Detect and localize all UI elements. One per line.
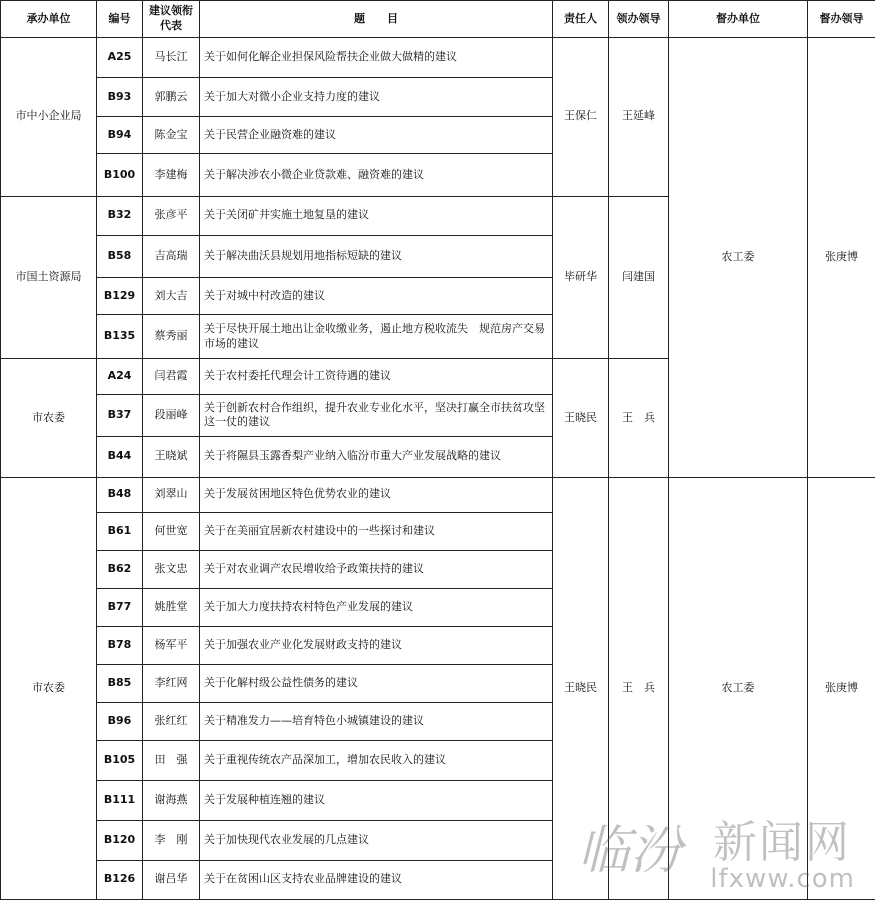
cell-topic: 关于农村委托代理会计工资待遇的建议 [200,359,553,395]
cell-topic: 关于对农业调产农民增收给予政策扶持的建议 [200,550,553,588]
cell-code: A24 [97,359,143,395]
cell-code: B77 [97,588,143,626]
cell-proposer: 闫君霞 [143,359,200,395]
cell-proposer: 陈金宝 [143,117,200,154]
cell-leader: 闫建国 [609,196,669,359]
cell-unit: 市农委 [1,359,97,477]
cell-code: B58 [97,235,143,277]
cell-proposer: 李 刚 [143,820,200,860]
cell-code: B61 [97,512,143,550]
cell-proposer: 谢海燕 [143,781,200,820]
cell-code: B48 [97,477,143,512]
cell-code: B85 [97,665,143,703]
cell-proposer: 谢吕华 [143,860,200,899]
cell-topic: 关于化解村级公益性债务的建议 [200,665,553,703]
header-supervisor-unit: 督办单位 [669,1,808,38]
header-responsible: 责任人 [553,1,609,38]
cell-code: B93 [97,78,143,117]
cell-proposer: 吉高瑞 [143,235,200,277]
cell-responsible: 王晓民 [553,359,609,477]
cell-responsible: 王晓民 [553,477,609,899]
cell-topic: 关于如何化解企业担保风险帮扶企业做大做精的建议 [200,38,553,78]
cell-code: B100 [97,154,143,196]
header-code: 编号 [97,1,143,38]
cell-code: B32 [97,196,143,235]
cell-proposer: 张彦平 [143,196,200,235]
watermark-url: lfxww.com [710,864,855,894]
cell-unit: 市中小企业局 [1,38,97,197]
cell-unit: 市国土资源局 [1,196,97,359]
cell-code: B129 [97,277,143,314]
cell-topic: 关于创新农村合作组织，提升农业专业化水平，坚决打赢全市扶贫攻坚这一仗的建议 [200,395,553,436]
cell-proposer: 田 强 [143,741,200,781]
cell-proposer: 段丽峰 [143,395,200,436]
cell-code: B135 [97,315,143,359]
cell-code: B78 [97,626,143,664]
header-topic: 题 目 [200,1,553,38]
cell-topic: 关于加大对微小企业支持力度的建议 [200,78,553,117]
header-leader: 领办领导 [609,1,669,38]
cell-code: B126 [97,860,143,899]
cell-code: B94 [97,117,143,154]
header-proposer: 建议领衔代表 [143,1,200,38]
cell-code: B111 [97,781,143,820]
cell-topic: 关于将隰县玉露香梨产业纳入临汾市重大产业发展战略的建议 [200,436,553,477]
cell-code: B120 [97,820,143,860]
cell-leader: 王 兵 [609,359,669,477]
cell-topic: 关于在美丽宜居新农村建设中的一些探讨和建议 [200,512,553,550]
cell-supervisor-unit: 农工委 [669,477,808,899]
header-row [1,1,875,38]
cell-proposer: 杨军平 [143,626,200,664]
cell-topic: 关于加强农业产业化发展财政支持的建议 [200,626,553,664]
cell-unit: 市农委 [1,477,97,899]
cell-topic: 关于加快现代农业发展的几点建议 [200,820,553,860]
cell-proposer: 刘大吉 [143,277,200,314]
cell-topic: 关于发展种植连翘的建议 [200,781,553,820]
table-row [1,38,875,78]
cell-topic: 关于加大力度扶持农村特色产业发展的建议 [200,588,553,626]
cell-supervisor-leader: 张庚博 [808,38,875,478]
cell-topic: 关于精准发力——培育特色小城镇建设的建议 [200,703,553,741]
cell-topic: 关于关闭矿井实施土地复垦的建议 [200,196,553,235]
cell-supervisor-leader: 张庚博 [808,477,875,899]
cell-topic: 关于解决曲沃县规划用地指标短缺的建议 [200,235,553,277]
watermark-site-name: 新闻网 [713,817,851,868]
cell-code: B44 [97,436,143,477]
cell-topic: 关于重视传统农产品深加工，增加农民收入的建议 [200,741,553,781]
cell-responsible: 王保仁 [553,38,609,197]
cell-code: B96 [97,703,143,741]
table-row [1,477,875,512]
cell-topic: 关于尽快开展土地出让金收缴业务，遏止地方税收流失 规范房产交易市场的建议 [200,315,553,359]
cell-proposer: 蔡秀丽 [143,315,200,359]
cell-topic: 关于对城中村改造的建议 [200,277,553,314]
cell-proposer: 姚胜堂 [143,588,200,626]
cell-proposer: 刘翠山 [143,477,200,512]
cell-topic: 关于发展贫困地区特色优势农业的建议 [200,477,553,512]
header-unit: 承办单位 [1,1,97,38]
cell-leader: 王延峰 [609,38,669,197]
cell-topic: 关于在贫困山区支持农业品牌建设的建议 [200,860,553,899]
cell-leader: 王 兵 [609,477,669,899]
cell-proposer: 张文忠 [143,550,200,588]
cell-code: A25 [97,38,143,78]
cell-proposer: 何世宽 [143,512,200,550]
cell-proposer: 李红网 [143,665,200,703]
cell-responsible: 毕研华 [553,196,609,359]
cell-topic: 关于民营企业融资难的建议 [200,117,553,154]
cell-proposer: 马长江 [143,38,200,78]
cell-code: B105 [97,741,143,781]
watermark-handwritten-logo: 临汾 [578,821,683,881]
cell-proposer: 王晓斌 [143,436,200,477]
cell-proposer: 郭鹏云 [143,78,200,117]
cell-proposer: 张红红 [143,703,200,741]
header-supervisor-leader: 督办领导 [808,1,875,38]
cell-code: B37 [97,395,143,436]
cell-proposer: 李建梅 [143,154,200,196]
cell-code: B62 [97,550,143,588]
cell-supervisor-unit: 农工委 [669,38,808,478]
cell-topic: 关于解决涉农小微企业贷款难、融资难的建议 [200,154,553,196]
